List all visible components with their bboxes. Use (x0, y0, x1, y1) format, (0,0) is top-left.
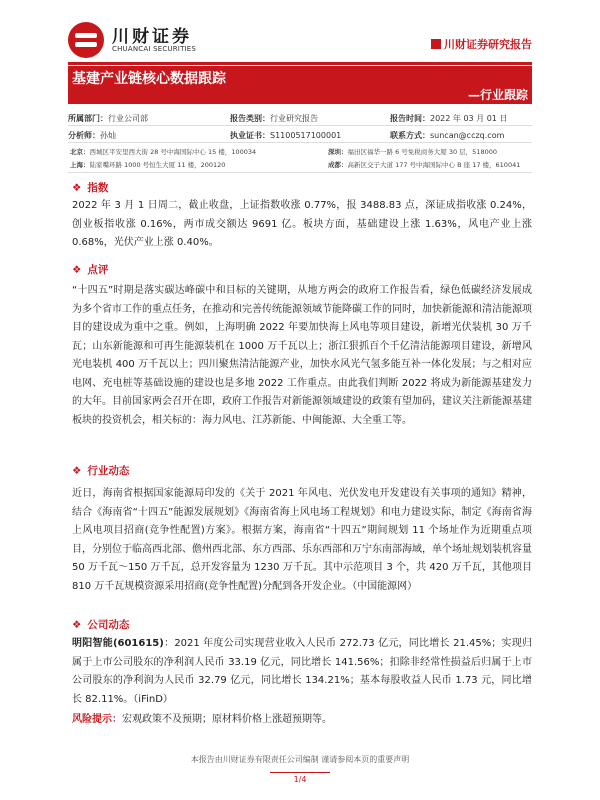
section-company-text (72, 635, 532, 709)
cert-field (230, 130, 341, 141)
cert-label: 执业证书： (230, 131, 270, 140)
section-index-text: 2022 年 3 月 1 日周二，截止收盘，上证指数收涨 0.77%，报 3488.83 点，深证成指收涨 0.24%，创业板指收涨 0.16%，两市成交额达 9691 亿。板块方面，基础建设上涨 1.63%，风电产业上涨 0.68%，光伏产业上涨 0.40%。 (72, 200, 532, 248)
report-tag (431, 36, 532, 52)
page-header (68, 20, 532, 60)
report-tag-label: 川财证券研究报告 (444, 38, 532, 51)
dept-value: 行业公司部 (108, 114, 148, 123)
company-name: 明阳智能(601615) (72, 638, 164, 649)
address-chengdu: 成都：高新区交子大道 177 号中海国际中心 B 座 17 楼，610041 (328, 161, 521, 169)
diamond-icon: ❖ (72, 465, 82, 477)
header-divider (68, 62, 532, 65)
analyst-value: 孙灿 (100, 131, 116, 140)
company-name-cn: 川财证券 (112, 27, 192, 47)
section-industry-text: 近日，海南省根据国家能源局印发的《关于 2021 年风电、光伏发电开发建设有关事项的通知》精神，结合《海南省“十四五”能源发展规划》《海南省海上风电场工程规划》和电力建设实际，制定《海南省海上风电项目招商(竞争性配置)方案》。根据方案，海南省“十四五”期间规划 11 个场址作为近期重点项目，分别位于临高西北部、儋州西北部、东方西部、乐东西部和万宁东南部海域，单个场址规划装机容量 50 万千瓦～150 万千瓦，总开发容量为 1230 万千瓦。其中示范项目 3 个，共 420 万千瓦，其他项目 810 万千瓦规模资源采用招商(竞争性配置)分配到各开发企业。（中国能源网） (72, 488, 532, 592)
section-index-heading: ❖ 指数 (72, 182, 109, 194)
section-comment-heading: ❖ 点评 (72, 264, 109, 276)
section-company-heading: ❖ 公司动态 (72, 619, 130, 631)
dept-field (68, 113, 148, 124)
time-label: 报告时间： (390, 114, 430, 123)
diamond-icon: ❖ (72, 264, 82, 276)
risk-label: 风险提示： (72, 714, 122, 725)
company-logo-icon (68, 22, 104, 58)
meta-divider-1 (68, 125, 532, 126)
footer-disclaimer: 本报告由川财证券有限责任公司编制 谨请参阅本页的重要声明 (190, 755, 410, 764)
time-value: 2022 年 03 月 01 日 (430, 114, 508, 123)
address-divider (68, 172, 532, 173)
analyst-field (68, 130, 116, 141)
diamond-icon: ❖ (72, 619, 82, 631)
page-title: 基建产业链核心数据跟踪 (72, 71, 226, 87)
diamond-icon: ❖ (72, 182, 82, 194)
risk-warning (72, 711, 532, 730)
address-shanghai: 上海：陆家嘴环路 1000 号恒生大厦 11 楼，200120 (70, 161, 226, 169)
page-subtitle: —行业跟踪 (467, 88, 528, 102)
contact-field (390, 130, 504, 141)
section-industry-heading: ❖ 行业动态 (72, 465, 130, 477)
contact-label: 联系方式： (390, 131, 430, 140)
type-field (230, 113, 318, 124)
meta-divider-2 (68, 142, 532, 143)
company-name-en: CHUANCAI SECURITIES (112, 45, 197, 53)
address-beijing: 北京：西城区平安里西大街 28 号中海国际中心 15 楼，100034 (70, 148, 257, 156)
dept-label: 所属部门： (68, 114, 108, 123)
type-value: 行业研究报告 (270, 114, 318, 123)
report-tag-icon (431, 39, 441, 49)
type-label: 报告类别： (230, 114, 270, 123)
title-bar (68, 66, 532, 104)
address-shenzhen: 深圳：福田区福华一路 6 号免税商务大厦 30 层，518000 (328, 148, 497, 156)
cert-value: S1100517100001 (270, 131, 342, 140)
analyst-label: 分析师： (68, 131, 100, 140)
company-news: ：2021 年度公司实现营业收入人民币 272.73 亿元，同比增长 21.45%；实现归属于上市公司股东的净利润人民币 33.19 亿元，同比增长 141.56%；扣除非经常性损益后归属于上市公司股东的净利润为人民币 32.79 亿元，同比增长 134.21%；基本每股收益人民币 1.73 元，同比增长 82.11%。（iFinD） (72, 638, 532, 705)
contact-value: suncan@cczq.com (430, 131, 505, 140)
risk-text: 宏观政策不及预期；原材料价格上涨超预期等。 (122, 714, 332, 725)
section-comment-text: “十四五”时期是落实碳达峰碳中和目标的关键期，从地方两会的政府工作报告看，绿色低碳经济发展成为多个省市工作的重点任务，在推动和完善传统能源领域节能降碳工作的同时，加快新能源和清洁能源项目的建设成为重中之重。例如，上海明确 2022 年要加快海上风电等项目建设，新增光伏装机 30 万千瓦；山东新能源和可再生能源装机在 1000 万千瓦以上；浙江狠抓百个千亿清洁能源项目建设，新增风光电装机 400 万千瓦以上；四川聚焦清洁能源产业，加快水风光气氢多能互补一体化发展；与之相对应电网、充电桩等基础设施的建设也是多地 2022 工作重点。由此我们判断 2022 将成为新能源基建发力的大年。目前国家两会召开在即，政府工作报告对新能源领域建设的政策有望加码，建议关注新能源基建板块的投资机会，相关标的：海力风电、江苏新能、中闽能源、大全重工等。 (72, 285, 532, 426)
page-number: 1/4 (270, 772, 330, 786)
time-field (390, 113, 507, 124)
